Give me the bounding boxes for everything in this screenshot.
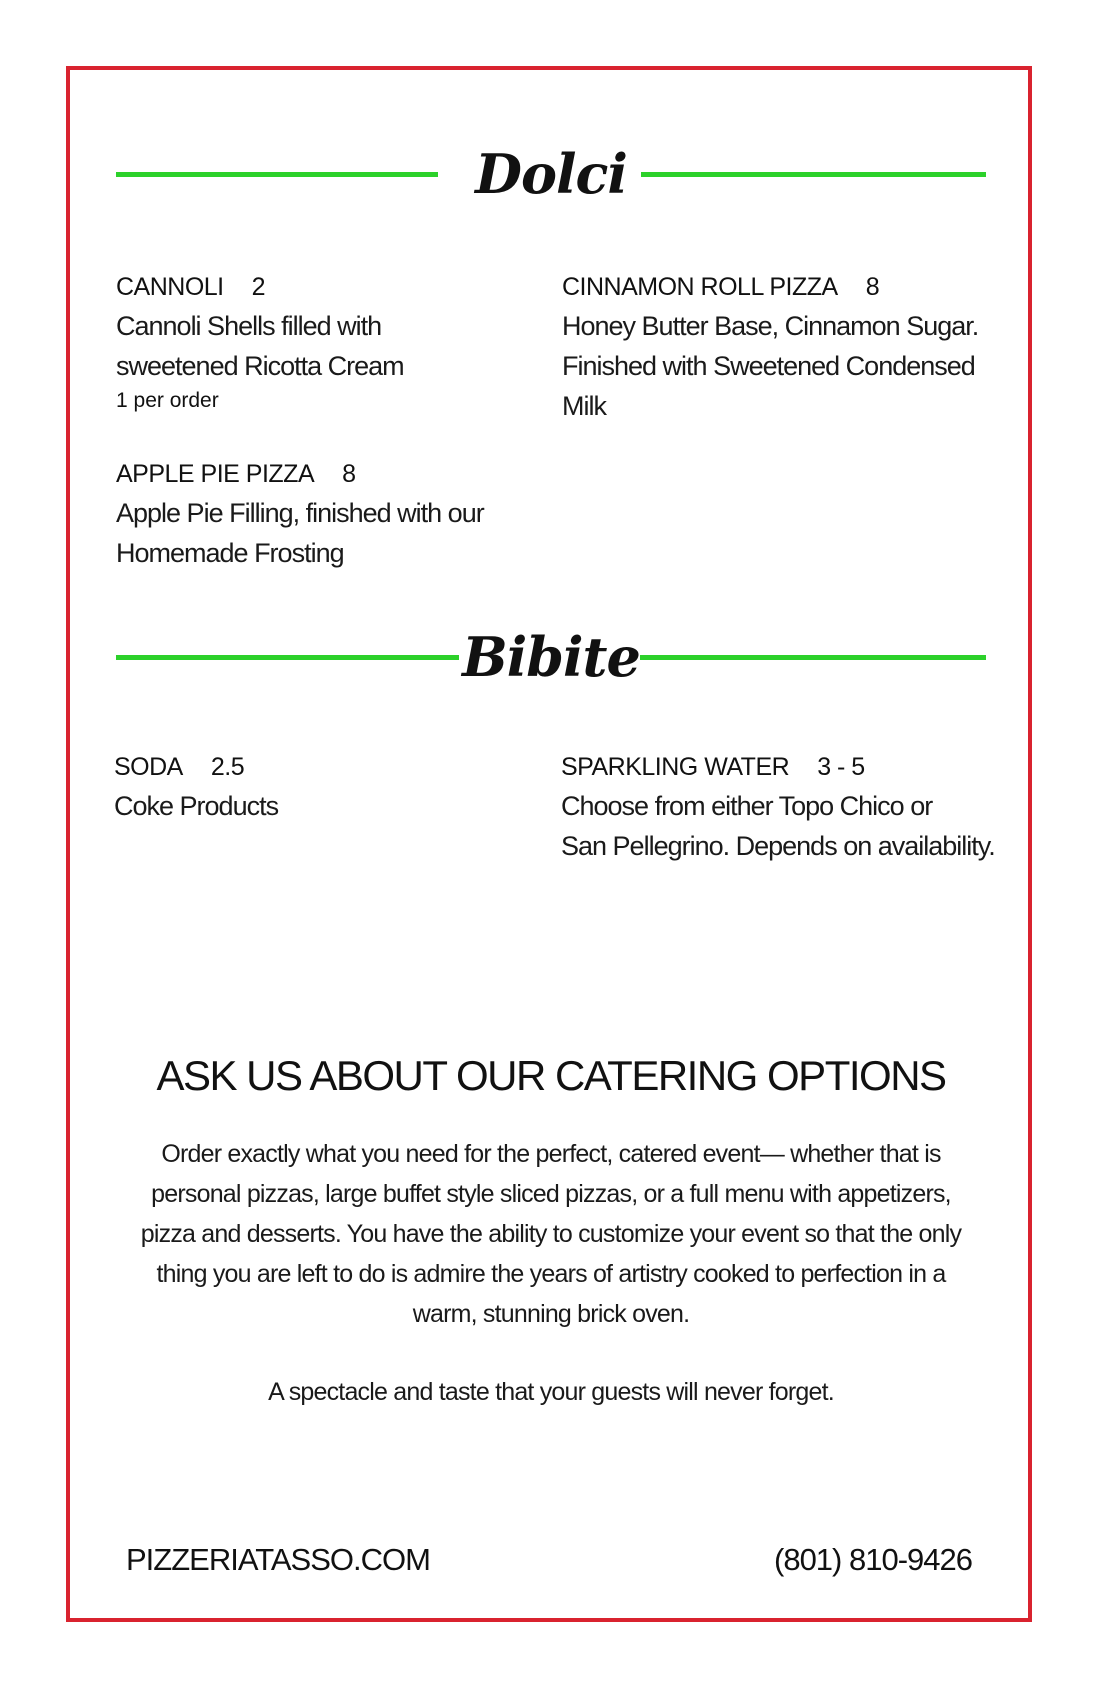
menu-item-price: 2	[251, 273, 266, 301]
menu-item-name-row	[561, 748, 1001, 786]
catering-description-line: Order exactly what you need for the perfect, catered event— whether that is	[161, 1140, 941, 1168]
bibite-section-header	[116, 617, 986, 697]
menu-item-name-row	[114, 748, 524, 786]
menu-item-price: 2.5	[210, 753, 245, 781]
menu-item-name-row	[116, 455, 526, 493]
menu-item-name: CINNAMON ROLL PIZZA	[562, 273, 838, 301]
menu-item-soda	[114, 748, 524, 826]
catering-description-line: personal pizzas, large buffet style sliced pizzas, or a full menu with appetizers,	[151, 1180, 951, 1208]
menu-item-description: Coke Products	[114, 791, 279, 821]
dolci-rule-right	[641, 172, 986, 177]
catering-description	[126, 1134, 976, 1334]
bibite-rule-right	[640, 655, 986, 660]
menu-item-name: APPLE PIE PIZZA	[116, 460, 315, 488]
dolci-section-header	[116, 134, 986, 214]
menu-item-name: SODA	[114, 753, 183, 781]
menu-item-description: Homemade Frosting	[116, 538, 344, 568]
menu-item-name: CANNOLI	[116, 273, 224, 301]
catering-tagline: A spectacle and taste that your guests will never forget.	[268, 1378, 834, 1406]
menu-item-sparkling-water	[561, 748, 1001, 866]
bibite-title: Bibite	[462, 625, 640, 689]
menu-item-price: 3 - 5	[817, 753, 865, 781]
catering-description-line: thing you are left to do is admire the years of artistry cooked to perfection in a	[156, 1260, 946, 1288]
phone-number: (801) 810-9426	[774, 1542, 972, 1577]
website-url: PIZZERIATASSO.COM	[126, 1542, 430, 1577]
menu-item-name: SPARKLING WATER	[561, 753, 790, 781]
catering-description-line: pizza and desserts. You have the ability to customize your event so that the only	[140, 1220, 962, 1248]
menu-item-name-row	[562, 268, 992, 306]
dolci-title: Dolci	[475, 142, 627, 206]
menu-item-description: Cannoli Shells filled with	[116, 311, 382, 341]
menu-item-cannoli	[116, 268, 526, 416]
menu-item-price: 8	[342, 460, 356, 488]
menu-item-note: 1 per order	[116, 389, 219, 412]
menu-item-apple-pie-pizza	[116, 455, 526, 573]
menu-item-description: Choose from either Topo Chico or	[561, 791, 933, 821]
menu-item-description: sweetened Ricotta Cream	[116, 351, 404, 381]
catering-heading: ASK US ABOUT OUR CATERING OPTIONS	[156, 1052, 946, 1099]
menu-item-cinnamon-roll-pizza	[562, 268, 992, 426]
menu-item-name-row	[116, 268, 526, 306]
menu-item-price: 8	[865, 273, 880, 301]
menu-item-description: San Pellegrino. Depends on availability.	[561, 831, 995, 861]
menu-item-description: Honey Butter Base, Cinnamon Sugar.	[562, 311, 979, 341]
catering-description-line: warm, stunning brick oven.	[412, 1300, 690, 1328]
menu-item-description: Apple Pie Filling, finished with our	[116, 498, 484, 528]
menu-item-description: Finished with Sweetened Condensed	[562, 351, 975, 381]
menu-item-description: Milk	[562, 391, 606, 421]
